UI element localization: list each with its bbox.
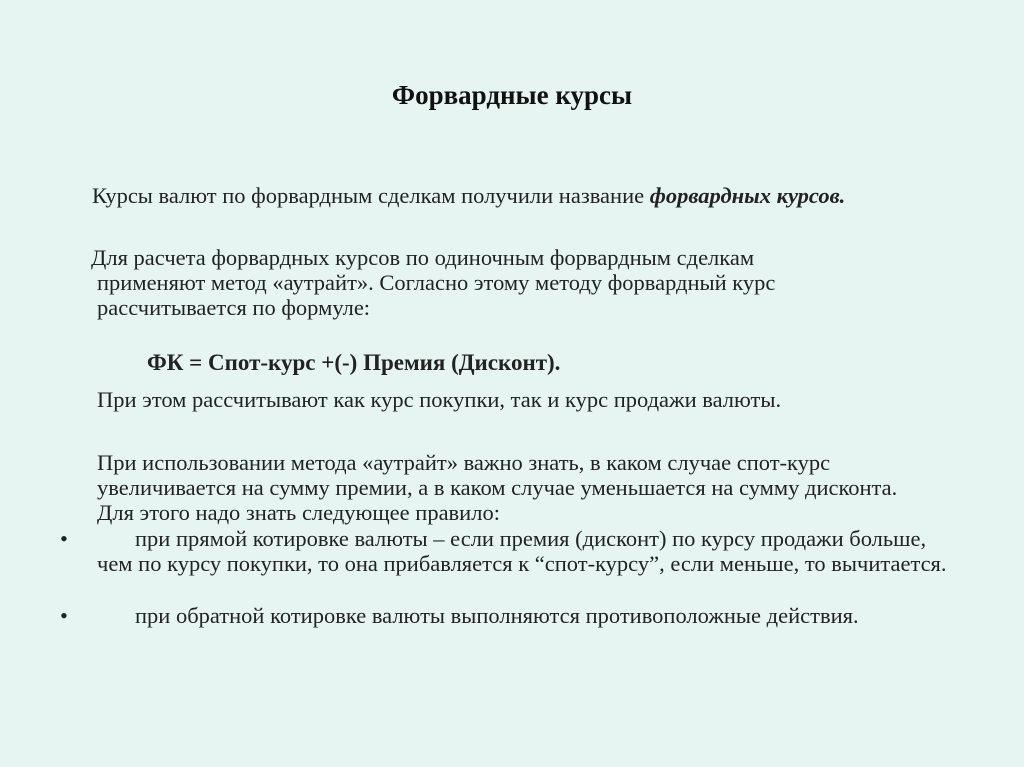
paragraph-outright-method	[91, 245, 927, 320]
paragraph-line-1: Для расчета форвардных курсов по одиночным форвардным сделкам	[91, 245, 755, 270]
paragraph-buy-sell-note: При этом рассчитывают как курс покупки, так и курс продажи валюты.	[97, 387, 782, 412]
bullet-marker: •	[60, 603, 68, 628]
list-item-text: при обратной котировке валюты выполняются противоположные действия.	[135, 603, 859, 628]
paragraph-rule-intro: При использовании метода «аутрайт» важно знать, в каком случае спот-курс увеличивается на сумму премии, а в каком случае уменьшается на сумму дисконта. Для этого надо знать следующее правило:	[97, 450, 898, 525]
list-item-text: при прямой котировке валюты – если премия (дисконт) по курсу продажи больше, чем по курсу покупки, то она прибавляется к “спот-курсу”, если меньше, то вычитается.	[97, 526, 947, 576]
list-item-direct-quote	[97, 526, 947, 576]
bullet-marker: •	[60, 526, 68, 551]
paragraph-line-rest: применяют метод «аутрайт». Согласно этому методу форвардный курс рассчитывается по формуле:	[97, 270, 776, 320]
emphasized-term: форвардных курсов.	[649, 183, 846, 208]
paragraph-text: Курсы валют по форвардным сделкам получили название	[92, 183, 650, 208]
slide-title: Форвардные курсы	[391, 80, 633, 110]
paragraph-forward-rates-definition	[92, 183, 845, 208]
formula: ФК = Спот-курс +(-) Премия (Дисконт).	[147, 350, 561, 375]
list-item-indirect-quote	[97, 603, 947, 628]
